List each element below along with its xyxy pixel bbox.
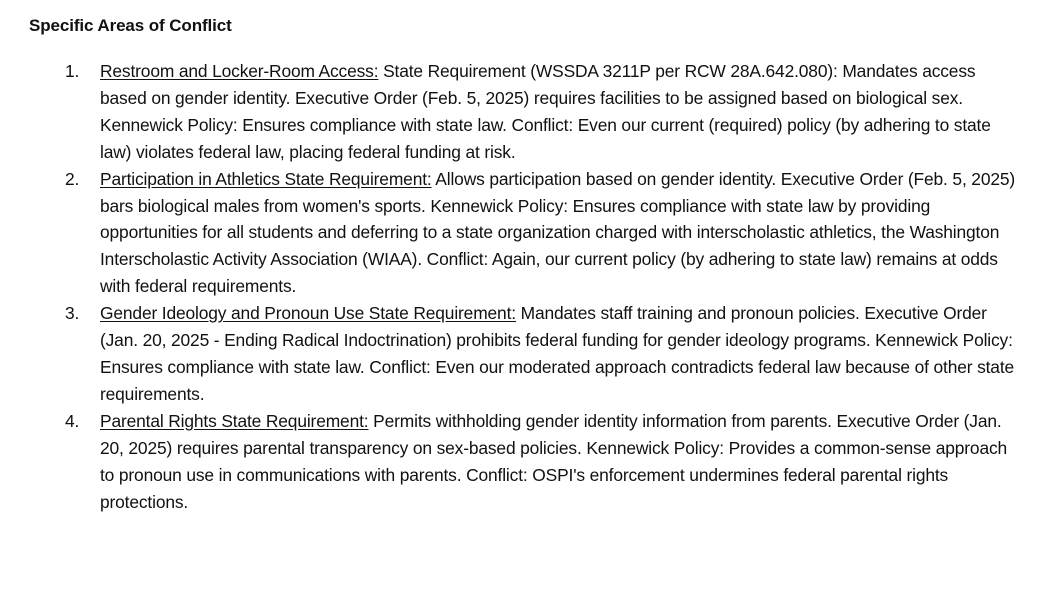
list-item-body: Allows participation based on gender identity. Executive Order (Feb. 5, 2025) bars biological males from women's sports. Kennewick Policy: Ensures compliance with state law by providing opportunities for all students and deferring to a state organization charged with interscholastic athletics, the Washington Interscholastic Activity Association (WIAA). Conflict: Again, our current policy (by adhering to state law) remains at odds with federal requirements.	[100, 168, 1016, 297]
list-item-athletics	[29, 166, 1021, 301]
list-item-number: 1.	[65, 61, 80, 81]
list-item-body: State Requirement (WSSDA 3211P per RCW 28A.642.080): Mandates access based on gender identity. Executive Order (Feb. 5, 2025) requires facilities to be assigned based on biological sex. Kennewick Policy: Ensures compliance with state law. Conflict: Even our current (required) policy (by adhering to state law) violates federal law, placing federal funding at risk.	[100, 61, 991, 162]
list-item-title: Restroom and Locker-Room Access:	[100, 61, 379, 81]
list-item-number: 3.	[65, 303, 80, 324]
list-item-title: Gender Ideology and Pronoun Use State Requirement:	[100, 303, 516, 324]
list-item-parental-rights	[29, 408, 1021, 516]
list-item-number: 4.	[65, 410, 80, 431]
conflict-list	[29, 58, 1021, 515]
list-item-restroom-access	[29, 58, 1021, 166]
list-item-number: 2.	[65, 168, 80, 189]
list-item-body: Permits withholding gender identity information from parents. Executive Order (Jan. 20, 2025) requires parental transparency on sex-based policies. Kennewick Policy: Provides a common-sense approach to pronoun use in communications with parents. Conflict: OSPI's enforcement undermines federal parental rights protections.	[100, 410, 1008, 512]
list-item-gender-ideology	[29, 300, 1021, 408]
list-item-title: Participation in Athletics State Requirement:	[100, 168, 432, 189]
section-heading: Specific Areas of Conflict	[29, 16, 232, 35]
list-item-body: Mandates staff training and pronoun policies. Executive Order (Jan. 20, 2025 - Ending Radical Indoctrination) prohibits federal funding for gender ideology programs. Kennewick Policy: Ensures compliance with state law. Conflict: Even our moderated approach contradicts federal law because of other state requirements.	[100, 303, 1015, 404]
list-item-title: Parental Rights State Requirement:	[100, 410, 369, 431]
